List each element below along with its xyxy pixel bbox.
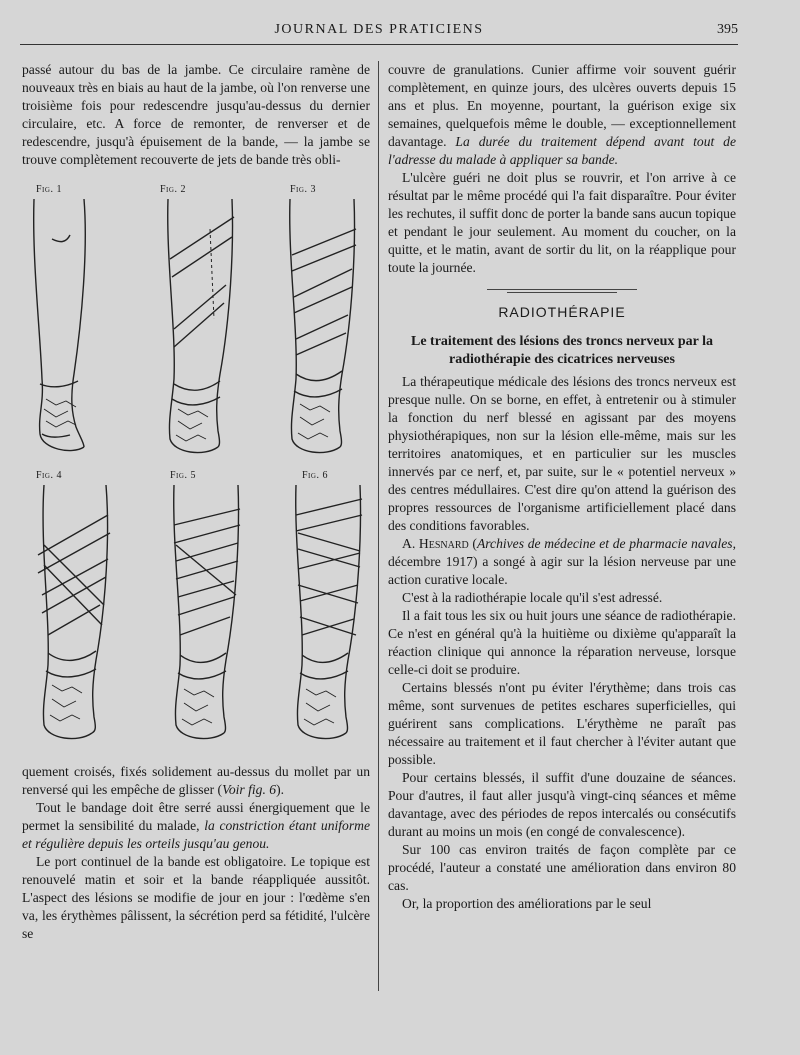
section-title: RADIOTHÉRAPIE xyxy=(498,304,626,320)
right-paragraph-1 xyxy=(388,61,736,169)
fig-1-label: Fig. 1 xyxy=(36,184,62,195)
article-headline: Le traitement des lésions des troncs nerveux par la radiothérapie des cicatrices nerveuses xyxy=(410,334,713,367)
left-paragraph-3 xyxy=(22,799,370,853)
fig-4-label: Fig. 4 xyxy=(36,470,62,481)
paren-open: ( xyxy=(468,536,477,551)
author-initial: A. xyxy=(402,536,419,551)
running-header xyxy=(20,22,738,45)
fig-5-leg-drawing xyxy=(146,485,256,745)
fig-1-leg-drawing xyxy=(22,199,132,459)
fig-6-label: Fig. 6 xyxy=(302,470,328,481)
bandage-figures xyxy=(22,177,370,757)
right-p1-text: couvre de granulations. Cunier affirme voir souvent guérir complètement, en quinze jours, des ulcères ouverts depuis 15 ans et plus. En moyenne, pourtant, la guérison exige six semaines, quelquefois même le double, — exceptionnellement davantage. xyxy=(388,62,736,149)
fig-2-leg-drawing xyxy=(140,199,250,459)
right-paragraph-2: L'ulcère guéri ne doit plus se rouvrir, et l'on arrive à ce résultat par le même procédé qui l'a fait disparaître. Pour éviter les rechutes, il suffit donc de porter la bande sans aucun topique et pendant le jour seulement. Au moment du coucher, on la quitte, et le matin, avant de sortir du lit, on la réapplique pour toute la journée. xyxy=(388,170,736,275)
right-column xyxy=(388,61,736,913)
right-paragraph-10: Or, la proportion des améliorations par le seul xyxy=(402,896,652,911)
right-paragraph-4 xyxy=(388,535,736,589)
left-p2-end: ). xyxy=(276,782,285,797)
author-name: Hesnard xyxy=(418,536,469,551)
left-paragraph-4: Le port continuel de la bande est obligatoire. Le topique est renouvelé matin et soir et la bande réappliquée aussitôt. L'aspect des lésions se modifie de jour en jour : l'œdème s'en va, les érythèmes pâlissent, la sécrétion perd sa fétidité, l'ulcère se xyxy=(22,854,370,941)
right-p4-text: , décembre 1917) a songé à agir sur la lésion nerveuse par une action curative locale. xyxy=(388,536,736,587)
left-p3-text: Tout le bandage doit être serré aussi énergiquement que le permet la sensibilité du malade, xyxy=(22,800,370,833)
figure-reference: Voir fig. 6 xyxy=(222,782,277,797)
source-journal: Archives de médecine et de pharmacie navales xyxy=(476,536,733,551)
fig-2-label: Fig. 2 xyxy=(160,184,186,195)
column-divider xyxy=(378,61,379,991)
left-p2-text: quement croisés, fixés solidement au-dessus du mollet par un renversé qui les empêche de glisser ( xyxy=(22,764,370,797)
section-rule-bottom xyxy=(507,292,617,293)
page-number: 395 xyxy=(717,22,738,37)
fig-5-label: Fig. 5 xyxy=(170,470,196,481)
left-p3-italic: la constriction étant uniforme et régulière depuis les orteils jusqu'au genou. xyxy=(22,818,370,851)
right-paragraph-3: La thérapeutique médicale des lésions des troncs nerveux est presque nulle. On se borne, en effet, à entretenir ou à stimuler la fonction du nerf blessé en agissant par des moyens physiothérapiques, non sur la lésion elle-même, mais sur les territoires anatomiques, et en particulier sur les muscles innervés par ce nerf, et, par suite, sur le « potentiel nerveux » des centres médullaires. C'est dire qu'on attend la guérison des propres ressources de l'organisme artificiellement placé dans des conditions favorables. xyxy=(388,374,736,533)
fig-4-leg-drawing xyxy=(22,485,132,745)
right-paragraph-5: C'est à la radiothérapie locale qu'il s'est adressé. xyxy=(402,590,663,605)
journal-title: JOURNAL DES PRATICIENS xyxy=(274,22,484,37)
right-p1-italic: La durée du traitement dépend avant tout de l'adresse du malade à appliquer sa bande. xyxy=(388,134,737,167)
right-paragraph-8: Pour certains blessés, il suffit d'une douzaine de séances. Pour d'autres, il faut aller jusqu'à vingt-cinq séances et même davantage, avec des périodes de repos intercalés ou consécutifs durant au moins un mois (en congé de convalescence). xyxy=(388,770,736,839)
section-rule-top xyxy=(487,289,637,290)
fig-3-leg-drawing xyxy=(262,199,372,459)
fig-3-label: Fig. 3 xyxy=(290,184,316,195)
left-paragraph-2 xyxy=(22,763,370,799)
left-paragraph-1: passé autour du bas de la jambe. Ce circulaire ramène de nouveaux très en biais au haut de la jambe, où l'on renverse une troisième fois pour redescendre jusqu'au-dessus du dernier circulaire, etc. A force de remonter, de renverser et de redescendre, jusqu'à épuisement de la bande, — la jambe se trouve complètement recouverte de jets de bande très obli- xyxy=(22,62,370,167)
right-paragraph-7: Certains blessés n'ont pu éviter l'érythème; dans trois cas même, sont survenues de petites eschares superficielles, qui guérirent sans complications. L'érythème ne paraît pas nécessaire au traitement et il faut chercher à l'éviter autant que possible. xyxy=(388,680,736,767)
right-paragraph-6: Il a fait tous les six ou huit jours une séance de radiothérapie. Ce n'est en général qu'à la huitième ou dixième qu'apparaît la réaction clinique qui annonce la réparation nerveuse, lorsque celle-ci doit se produire. xyxy=(388,608,736,677)
fig-6-leg-drawing xyxy=(268,485,378,745)
right-paragraph-9: Sur 100 cas environ traités de façon complète par ce procédé, l'auteur a constaté une amélioration dans environ 80 cas. xyxy=(388,842,736,893)
left-column xyxy=(22,61,370,943)
